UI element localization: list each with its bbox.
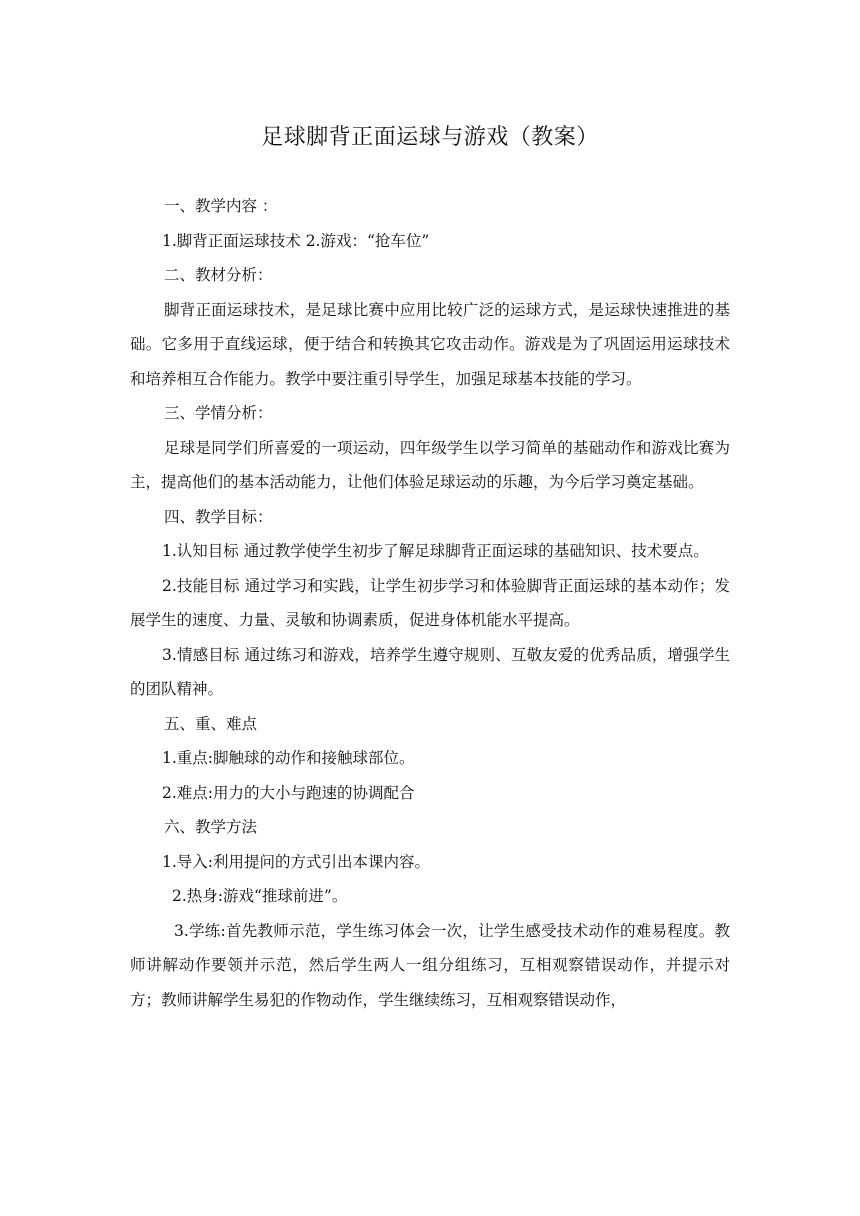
- list-item: 2.技能目标 通过学习和实践，让学生初步学习和体验脚背正面运球的基本动作；发展学生的速度、力量、灵敏和协调素质，促进身体机能水平提高。: [130, 576, 730, 629]
- list-item: 1.认知目标 通过教学使学生初步了解足球脚背正面运球的基础知识、技术要点。: [162, 542, 709, 560]
- paragraph: 1.脚背正面运球技术 2.游戏：“抢车位”: [162, 231, 430, 250]
- section-heading: 二、教材分析：: [164, 266, 273, 284]
- section-heading: 三、学情分析：: [164, 404, 273, 422]
- section-heading: 五、重、难点: [164, 714, 258, 733]
- list-item: 2.热身:游戏“推球前进”。: [172, 887, 348, 905]
- list-item: 2.难点:用力的大小与跑速的协调配合: [162, 783, 415, 802]
- document-title: 足球脚背正面运球与游戏（教案）: [261, 125, 599, 150]
- section-heading: 一、教学内容 ：: [164, 197, 278, 215]
- section-heading: 四、教学目标：: [164, 507, 273, 526]
- document-body: [130, 189, 730, 1017]
- paragraph: 脚背正面运球技术，是足球比赛中应用比较广泛的运球方式，是运球快速推进的基础。它多用于直线运球，便于结合和转换其它攻击动作。游戏是为了巩固运用运球技术和培养相互合作能力。教学中要注重引导学生，加强足球基本技能的学习。: [130, 300, 730, 388]
- list-item: 1.导入:利用提问的方式引出本课内容。: [162, 852, 431, 871]
- list-item: 1.重点:脚触球的动作和接触球部位。: [162, 749, 415, 767]
- list-item: 3.情感目标 通过练习和游戏，培养学生遵守规则、互敬友爱的优秀品质，增强学生的团队精神。: [130, 645, 730, 698]
- paragraph: 足球是同学们所喜爱的一项运动，四年级学生以学习简单的基础动作和游戏比赛为主，提高他们的基本活动能力，让他们体验足球运动的乐趣，为今后学习奠定基础。: [130, 438, 730, 491]
- list-item: 3.学练:首先教师示范，学生练习体会一次，让学生感受技术动作的难易程度。教师讲解动作要领并示范，然后学生两人一组分组练习，互相观察错误动作，并提示对方；教师讲解学生易犯的作物动作，学生继续练习，互相观察错误动作，: [130, 921, 730, 1009]
- section-heading: 六、教学方法: [164, 818, 258, 836]
